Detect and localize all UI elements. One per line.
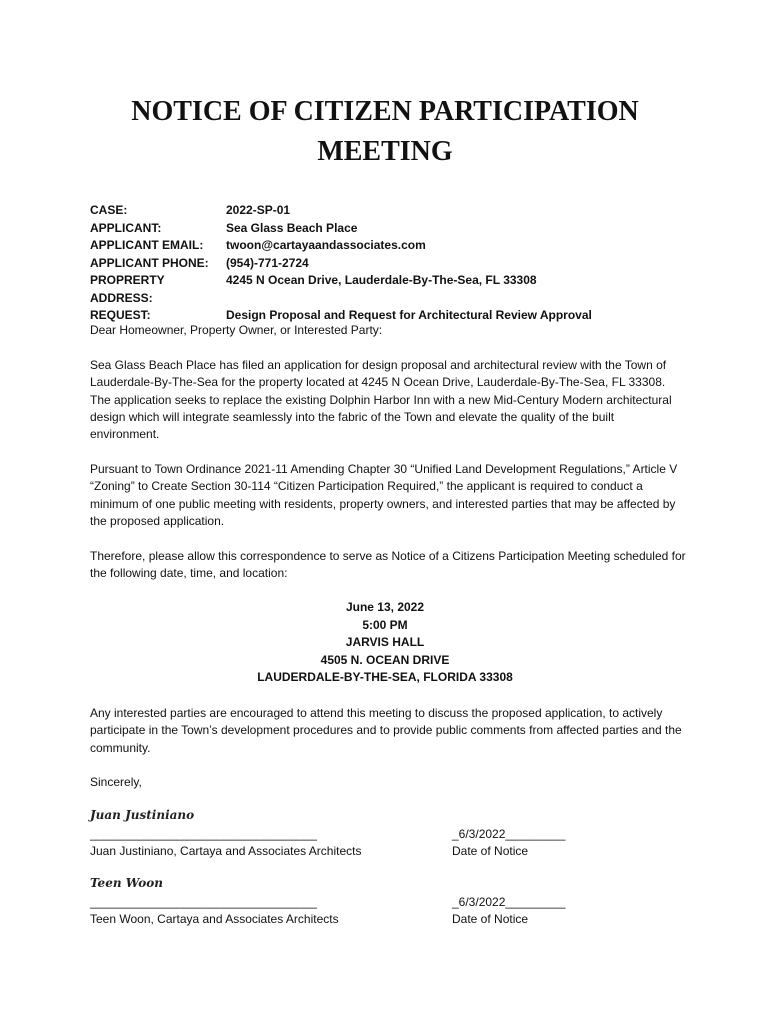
field-label: APPLICANT: xyxy=(90,220,162,235)
signer-name: Juan Justiniano, Cartaya and Associates Architects xyxy=(90,844,362,858)
field-value: Design Proposal and Request for Architectural Review Approval xyxy=(226,308,592,322)
meeting-date: June 13, 2022 xyxy=(345,600,425,614)
field-value: Sea Glass Beach Place xyxy=(226,220,358,235)
meeting-details xyxy=(0,599,770,687)
field-case xyxy=(90,202,592,220)
field-label: APPLICANT PHONE: xyxy=(90,255,209,270)
title-line-2: MEETING xyxy=(317,136,453,167)
notice-date-value: _6/3/2022_________ xyxy=(452,895,566,909)
field-label: CASE: xyxy=(90,203,128,217)
meeting-time: 5:00 PM xyxy=(362,617,408,632)
paragraph-application: Sea Glass Beach Place has filed an application for design proposal and architectural review with the Town of Lauderdale-By-The-Sea for the property located at 4245 N Ocean Drive, Lauderdale-By-The-Sea, FL 33308. The application seeks to replace the existing Dolphin Harbor Inn with a new Mid-Century Modern architectural design which will integrate seamlessly into the fabric of the Town and elevate the quality of the built environment. xyxy=(90,358,672,442)
document-title xyxy=(0,92,770,172)
signature-teen: Teen Woon xyxy=(90,876,163,890)
field-applicant-email xyxy=(90,237,592,255)
field-label: APPLICANT EMAIL: xyxy=(90,238,204,252)
signature-line: __________________________________ xyxy=(90,895,317,909)
meeting-city: LAUDERDALE-BY-THE-SEA, FLORIDA 33308 xyxy=(257,670,513,685)
notice-date-label: Date of Notice xyxy=(452,912,529,926)
paragraph-closing: Any interested parties are encouraged to attend this meeting to discuss the proposed application, to actively participate in the Town’s development procedures and to provide public comments from affected parties and the community. xyxy=(90,706,682,755)
field-applicant xyxy=(90,220,592,238)
sign-off: Sincerely, xyxy=(90,775,142,789)
field-value: 2022-SP-01 xyxy=(226,203,291,217)
meeting-street: 4505 N. OCEAN DRIVE xyxy=(320,652,450,667)
field-label: REQUEST: xyxy=(90,308,151,322)
title-line-1: NOTICE OF CITIZEN PARTICIPATION xyxy=(131,96,639,127)
field-value: (954)-771-2724 xyxy=(226,255,309,270)
salutation: Dear Homeowner, Property Owner, or Interested Party: xyxy=(90,323,383,337)
signature-line: __________________________________ xyxy=(90,827,317,841)
case-details xyxy=(90,202,592,325)
field-property-address xyxy=(90,272,592,307)
field-applicant-phone xyxy=(90,255,592,273)
field-value: 4245 N Ocean Drive, Lauderdale-By-The-Sea, FL 33308 xyxy=(226,273,537,287)
paragraph-ordinance: Pursuant to Town Ordinance 2021-11 Amending Chapter 30 “Unified Land Development Regulations,” Article V “Zoning” to Create Section 30-114 “Citizen Participation Required,” the applicant is required to conduct a minimum of one public meeting with residents, property owners, and interested parties that may be affected by the proposed application. xyxy=(90,462,678,528)
field-label: PROPRERTY ADDRESS: xyxy=(90,273,165,305)
signature-juan: Juan Justiniano xyxy=(90,808,195,822)
field-value: twoon@cartayaandassociates.com xyxy=(226,238,426,252)
paragraph-notice: Therefore, please allow this correspondence to serve as Notice of a Citizens Participation Meeting scheduled for the following date, time, and location: xyxy=(90,549,686,581)
meeting-venue: JARVIS HALL xyxy=(345,635,425,650)
notice-date-label: Date of Notice xyxy=(452,844,529,858)
notice-date-value: _6/3/2022_________ xyxy=(452,827,566,841)
signer-name: Teen Woon, Cartaya and Associates Architects xyxy=(90,912,339,926)
